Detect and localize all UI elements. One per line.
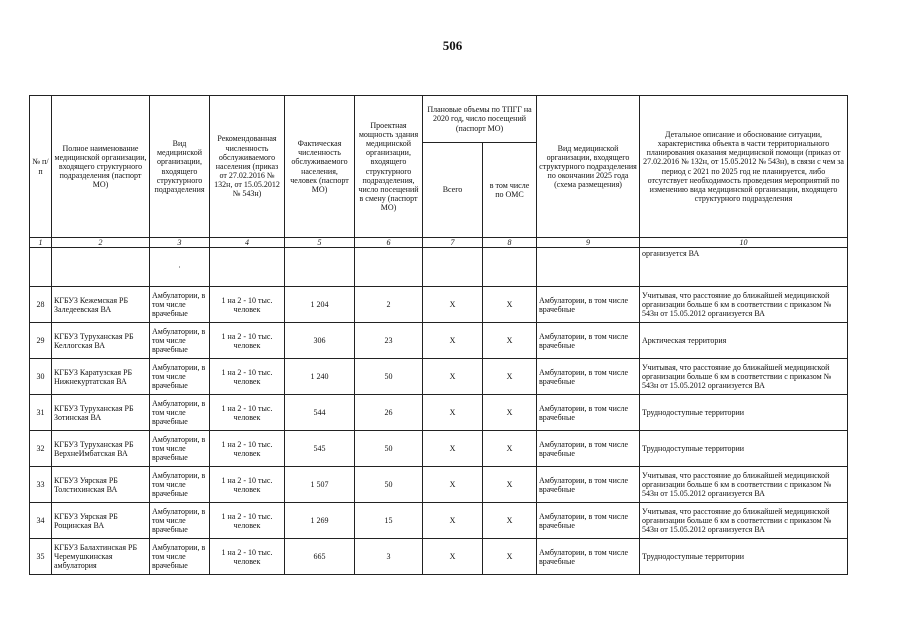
col-number: 2 — [52, 238, 150, 248]
description: Учитывая, что расстояние до ближайшей медицинской организации больше 6 км в соответствии с приказом № 543н от 15.05.2012 организуется ВА — [640, 287, 848, 323]
organization-name: КГБУЗ Каратузская РБ Нижнекуртатская ВА — [52, 359, 150, 395]
actual-population: 1 507 — [285, 467, 355, 503]
organization-type-2025: Амбулатории, в том числе врачебные — [537, 287, 640, 323]
design-capacity: 50 — [355, 359, 423, 395]
row-number: 29 — [30, 323, 52, 359]
organization-name: КГБУЗ Уярская РБ Толстихинская ВА — [52, 467, 150, 503]
page-number: 506 — [442, 38, 463, 53]
table-row — [30, 323, 848, 359]
design-capacity: 23 — [355, 323, 423, 359]
organization-type-2025: Амбулатории, в том числе врачебные — [537, 503, 640, 539]
description: Учитывая, что расстояние до ближайшей медицинской организации больше 6 км в соответствии с приказом № 543н от 15.05.2012 организуется ВА — [640, 503, 848, 539]
col-number: 3 — [150, 238, 210, 248]
planned-oms: Х — [483, 503, 537, 539]
description: Арктическая территория — [640, 323, 848, 359]
medical-organizations-table — [29, 95, 848, 575]
organization-name: КГБУЗ Кежемская РБ Заледеевская ВА — [52, 287, 150, 323]
table-row — [30, 395, 848, 431]
table-row — [30, 359, 848, 395]
description: Учитывая, что расстояние до ближайшей медицинской организации больше 6 км в соответствии с приказом № 543н от 15.05.2012 организуется ВА — [640, 359, 848, 395]
organization-name: КГБУЗ Туруханская РБ Зотинская ВА — [52, 395, 150, 431]
header-type: Вид медицинской организации, входящего структурного подразделения — [150, 96, 210, 238]
planned-total: Х — [423, 467, 483, 503]
recommended-population: 1 на 2 - 10 тыс. человек — [210, 431, 285, 467]
header-recommended: Рекомендованная численность обслуживаемого населения (приказ от 27.02.2016 № 132н, от 15.05.2012 № 543н) — [210, 96, 285, 238]
col-number: 7 — [423, 238, 483, 248]
col-number: 8 — [483, 238, 537, 248]
row-number: 34 — [30, 503, 52, 539]
col-number: 5 — [285, 238, 355, 248]
col-number: 4 — [210, 238, 285, 248]
actual-population: 665 — [285, 539, 355, 575]
organization-name: КГБУЗ Балахтинская РБ Черемушкинская амбулатория — [52, 539, 150, 575]
design-capacity: 26 — [355, 395, 423, 431]
organization-type: Амбулатории, в том числе врачебные — [150, 467, 210, 503]
description: Труднодоступные территории — [640, 539, 848, 575]
continuation-row — [30, 248, 848, 287]
recommended-population: 1 на 2 - 10 тыс. человек — [210, 467, 285, 503]
planned-oms: Х — [483, 395, 537, 431]
description: Труднодоступные территории — [640, 431, 848, 467]
recommended-population: 1 на 2 - 10 тыс. человек — [210, 359, 285, 395]
planned-total: Х — [423, 539, 483, 575]
design-capacity: 15 — [355, 503, 423, 539]
organization-type-2025: Амбулатории, в том числе врачебные — [537, 395, 640, 431]
planned-total: Х — [423, 287, 483, 323]
table-row — [30, 431, 848, 467]
row-number: 33 — [30, 467, 52, 503]
recommended-population: 1 на 2 - 10 тыс. человек — [210, 323, 285, 359]
table-row — [30, 287, 848, 323]
organization-type: Амбулатории, в том числе врачебные — [150, 431, 210, 467]
actual-population: 544 — [285, 395, 355, 431]
table-row — [30, 503, 848, 539]
organization-type-2025: Амбулатории, в том числе врачебные — [537, 467, 640, 503]
planned-oms: Х — [483, 539, 537, 575]
description: Труднодоступные территории — [640, 395, 848, 431]
design-capacity: 50 — [355, 467, 423, 503]
description: Учитывая, что расстояние до ближайшей медицинской организации больше 6 км в соответствии с приказом № 543н от 15.05.2012 организуется ВА — [640, 467, 848, 503]
actual-population: 1 204 — [285, 287, 355, 323]
col-number: 10 — [640, 238, 848, 248]
organization-type: Амбулатории, в том числе врачебные — [150, 539, 210, 575]
planned-oms: Х — [483, 287, 537, 323]
column-number-row — [30, 238, 848, 248]
organization-type: Амбулатории, в том числе врачебные — [150, 503, 210, 539]
actual-population: 1 240 — [285, 359, 355, 395]
planned-oms: Х — [483, 359, 537, 395]
organization-type: Амбулатории, в том числе врачебные — [150, 323, 210, 359]
continuation-dot: · — [150, 248, 210, 287]
organization-type-2025: Амбулатории, в том числе врачебные — [537, 431, 640, 467]
design-capacity: 2 — [355, 287, 423, 323]
header-row — [30, 96, 848, 143]
header-planned-group: Плановые объемы по ТПГГ на 2020 год, число посещений (паспорт МО) — [423, 96, 537, 143]
row-number: 35 — [30, 539, 52, 575]
table-row — [30, 539, 848, 575]
design-capacity: 50 — [355, 431, 423, 467]
organization-type-2025: Амбулатории, в том числе врачебные — [537, 323, 640, 359]
organization-type: Амбулатории, в том числе врачебные — [150, 395, 210, 431]
header-capacity: Проектная мощность здания медицинской организации, входящего структурного подразделения, число посещений в смену (паспорт МО) — [355, 96, 423, 238]
organization-name: КГБУЗ Туруханская РБ Келлогская ВА — [52, 323, 150, 359]
col-number: 6 — [355, 238, 423, 248]
organization-type: Амбулатории, в том числе врачебные — [150, 287, 210, 323]
col-number: 1 — [30, 238, 52, 248]
continuation-description: организуется ВА — [640, 248, 848, 287]
planned-total: Х — [423, 359, 483, 395]
recommended-population: 1 на 2 - 10 тыс. человек — [210, 539, 285, 575]
planned-oms: Х — [483, 323, 537, 359]
actual-population: 306 — [285, 323, 355, 359]
organization-name: КГБУЗ Уярская РБ Рощинская ВА — [52, 503, 150, 539]
recommended-population: 1 на 2 - 10 тыс. человек — [210, 287, 285, 323]
organization-type-2025: Амбулатории, в том числе врачебные — [537, 539, 640, 575]
planned-oms: Х — [483, 467, 537, 503]
col-number: 9 — [537, 238, 640, 248]
actual-population: 1 269 — [285, 503, 355, 539]
row-number: 31 — [30, 395, 52, 431]
row-number: 28 — [30, 287, 52, 323]
organization-name: КГБУЗ Туруханская РБ ВерхнеИмбатская ВА — [52, 431, 150, 467]
actual-population: 545 — [285, 431, 355, 467]
row-number: 32 — [30, 431, 52, 467]
planned-total: Х — [423, 503, 483, 539]
planned-oms: Х — [483, 431, 537, 467]
planned-total: Х — [423, 323, 483, 359]
header-name: Полное наименование медицинской организации, входящего структурного подразделения (паспорт МО) — [52, 96, 150, 238]
header-total: Всего — [423, 143, 483, 238]
table-row — [30, 467, 848, 503]
organization-type-2025: Амбулатории, в том числе врачебные — [537, 359, 640, 395]
header-oms: в том числе по ОМС — [483, 143, 537, 238]
recommended-population: 1 на 2 - 10 тыс. человек — [210, 395, 285, 431]
header-n: № п/п — [30, 96, 52, 238]
header-actual: Фактическая численность обслуживаемого населения, человек (паспорт МО) — [285, 96, 355, 238]
header-type-2025: Вид медицинской организации, входящего структурного подразделения по окончании 2025 года (схема размещения) — [537, 96, 640, 238]
recommended-population: 1 на 2 - 10 тыс. человек — [210, 503, 285, 539]
design-capacity: 3 — [355, 539, 423, 575]
row-number: 30 — [30, 359, 52, 395]
planned-total: Х — [423, 431, 483, 467]
organization-type: Амбулатории, в том числе врачебные — [150, 359, 210, 395]
header-description: Детальное описание и обоснование ситуации, характеристика объекта в части территориального планирования оказания медицинской помощи (приказ от 27.02.2016 № 132н, от 15.05.2012 № 543н), в связи с чем за период с 2021 по 2025 год не планируется, либо отсутствует необходимость проведения мероприятий по изменению вида медицинской организации, входящего структурного подразделения — [640, 96, 848, 238]
planned-total: Х — [423, 395, 483, 431]
